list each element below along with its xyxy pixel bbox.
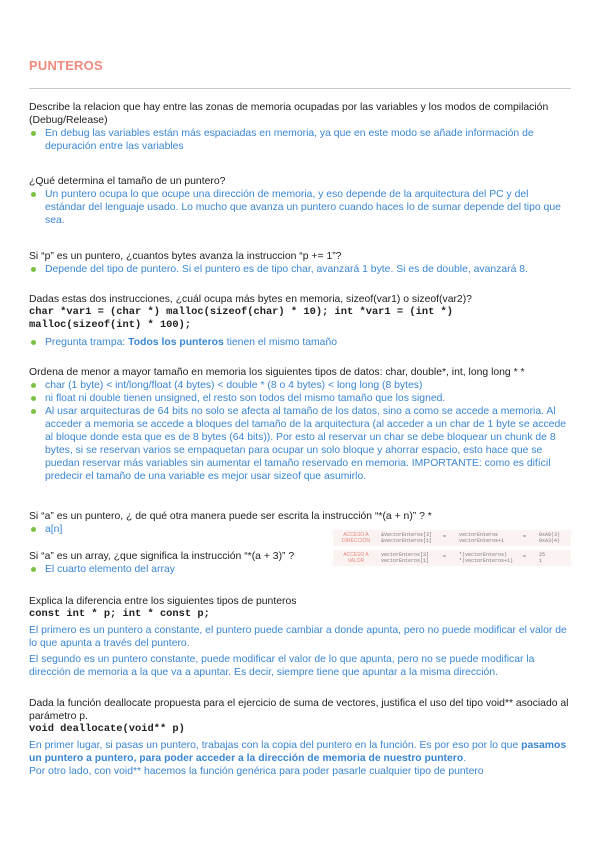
section-pointer-advance bbox=[29, 250, 571, 276]
question: Si “a” es un array, ¿que significa la instrucción “*(a + 3)” ? bbox=[29, 551, 295, 562]
row-label-line: ACCESO A bbox=[343, 532, 369, 538]
answer-prefix: Pregunta trampa: bbox=[45, 337, 129, 348]
row-label bbox=[337, 552, 375, 564]
code-line: malloc(sizeof(int) * 100); bbox=[29, 319, 192, 331]
question: ¿Qué determina el tamaño de un puntero? bbox=[29, 176, 226, 187]
result-line: 1 bbox=[539, 558, 543, 564]
question: Explica la diferencia entre los siguientes tipos de punteros bbox=[29, 596, 297, 607]
access-table-image bbox=[333, 530, 571, 568]
code-line: char *var1 = (char *) malloc(sizeof(char) * 10); int *var1 = (int *) bbox=[29, 306, 454, 318]
section-memory-zones bbox=[29, 101, 571, 153]
answer-paragraph: Por otro lado, con void** hacemos la función genérica para poder pasarle cualquier tipo de puntero bbox=[29, 766, 484, 777]
section-array-notation bbox=[29, 550, 329, 576]
row-label-line: VALOR bbox=[347, 558, 365, 564]
access-table-row bbox=[333, 550, 571, 566]
expr-line: vectorEnteros[3] bbox=[381, 552, 430, 558]
row-equals: = bbox=[523, 534, 526, 540]
answer-list bbox=[29, 127, 571, 153]
answer-text: En primer lugar, si pasas un puntero, trabajas con la copia del puntero en la función. Es por eso por lo que bbox=[29, 740, 522, 751]
expr-line: vectorEnteros[1] bbox=[381, 558, 430, 564]
answer-bold: Todos los punteros bbox=[128, 337, 224, 348]
answer-list bbox=[29, 563, 329, 576]
question: Ordena de menor a mayor tamaño en memoria los siguientes tipos de datos: char, double*, int, long long * * bbox=[29, 367, 525, 378]
expr-line: *(vectorEnteros) bbox=[459, 552, 508, 558]
row-equals: = bbox=[443, 554, 446, 560]
section-const-pointers bbox=[29, 595, 571, 679]
question: Dadas estas dos instrucciones, ¿cuál ocupa más bytes en memoria, sizeof(var1) o sizeof(var2)? bbox=[29, 294, 472, 305]
answer-paragraph: El segundo es un puntero constante, puede modificar el valor de lo que apunta, pero no se puede modificar la dirección de memoria a la que va a apuntar. Es decir, siempre tiene que apuntar a la misma dirección. bbox=[29, 654, 535, 678]
section-pointer-size bbox=[29, 175, 571, 227]
answer-item: El cuarto elemento del array bbox=[29, 563, 329, 576]
answer-list bbox=[29, 336, 571, 349]
question: Describe la relacion que hay entre las zonas de memoria ocupadas por las variables y los modos de compilación (Debug/Release) bbox=[29, 102, 549, 126]
row-label-line: DIRECCIÓN bbox=[341, 538, 371, 544]
expr-line: &vectorEnteros[1] bbox=[381, 538, 433, 544]
answer-list bbox=[29, 188, 571, 227]
row-equivalent bbox=[459, 532, 504, 544]
answer-bold: pasamos un puntero a puntero, para poder acceder a la dirección de memoria de nuestro puntero bbox=[29, 740, 567, 764]
result-line: 0xA3(4) bbox=[539, 538, 561, 544]
access-table-row bbox=[333, 530, 571, 546]
question: Si “a” es un puntero, ¿ de qué otra manera puede ser escrita la instrucción “*(a + n)” ? * bbox=[29, 511, 432, 522]
expr-line: vectorEnteros+1 bbox=[459, 538, 505, 544]
answer-item: Al usar arquitecturas de 64 bits no solo se afecta al tamaño de los datos, sino a como se accede a memoria. Al acceder a memoria se accede a bloques del tamaño de la arquitectura (al acceder a un char de 1 byte se accede al bloque donde esta que es de 8 bytes (64 bits)). Por esto al reservar un char se debe bloquear un chunk de 8 bytes, si se reservan varios se empaquetan para ocupar un solo bloque y ahorrar espacio, esto hace que se puedan reservar más variables sin aumentar el tamaño reservado en memoria. IMPORTANTE: como es difícil predecir el tamaño de una variable es mejor usar sizeof que asumirlo. bbox=[29, 405, 571, 483]
expr-line: vectorEnteros bbox=[459, 532, 499, 538]
code-line: const int * p; int * const p; bbox=[29, 608, 210, 620]
row-equals: = bbox=[443, 534, 446, 540]
row-expr bbox=[381, 552, 429, 564]
row-label-line: ACCESO A bbox=[343, 552, 369, 558]
question: Si “p” es un puntero, ¿cuantos bytes avanza la instruccion “p += 1”? bbox=[29, 251, 342, 262]
result-line: 0xA9(3) bbox=[539, 532, 561, 538]
answer-paragraph bbox=[29, 739, 571, 765]
expr-line: &vectorEnteros[3] bbox=[381, 532, 433, 538]
section-deallocate bbox=[29, 697, 571, 778]
code-line: void deallocate(void** p) bbox=[29, 723, 185, 735]
answer-item: En debug las variables están más espaciadas en memoria, ya que en este modo se añade información de depuración entre las variables bbox=[29, 127, 571, 153]
result-line: 25 bbox=[539, 552, 546, 558]
answer-list bbox=[29, 379, 571, 483]
answer-item bbox=[29, 336, 571, 349]
row-expr bbox=[381, 532, 432, 544]
answer-paragraph: El primero es un puntero a constante, el puntero puede cambiar a donde apunta, pero no puede modificar el valor de lo que apunta a través del puntero. bbox=[29, 625, 567, 649]
row-equals: = bbox=[523, 554, 526, 560]
section-type-order bbox=[29, 366, 571, 483]
row-equivalent bbox=[459, 552, 513, 564]
answer-list bbox=[29, 263, 571, 276]
expr-line: *(vectorEnteros+1) bbox=[459, 558, 514, 564]
row-result bbox=[539, 532, 560, 544]
answer-text: . bbox=[463, 753, 467, 764]
question: Dada la función deallocate propuesta para el ejercicio de suma de vectores, justifica el uso del tipo void** asociado al parámetro p. bbox=[29, 698, 569, 722]
answer-item: ni float ni double tienen unsigned, el resto son todos del mismo tamaño que los signed. bbox=[29, 392, 571, 405]
answer-suffix: tienen el mismo tamaño bbox=[223, 337, 338, 348]
answer-item: a[n] bbox=[29, 523, 571, 536]
page-title: PUNTEROS bbox=[29, 58, 103, 73]
row-label bbox=[337, 532, 375, 544]
answer-item: char (1 byte) < int/long/float (4 bytes) < double * (8 o 4 bytes) < long long (8 bytes) bbox=[29, 379, 571, 392]
title-divider bbox=[29, 88, 571, 89]
answer-item: Depende del tipo de puntero. Si el puntero es de tipo char, avanzará 1 byte. Si es de double, avanzará 8. bbox=[29, 263, 571, 276]
row-result bbox=[539, 552, 545, 564]
answer-item: Un puntero ocupa lo que ocupe una dirección de memoria, y eso depende de la arquitectura del PC y del estándar del lenguaje usado. Lo mucho que avanza un puntero cuando haces lo de sumar depende del tipo que sea. bbox=[29, 188, 571, 227]
section-sizeof bbox=[29, 293, 571, 349]
